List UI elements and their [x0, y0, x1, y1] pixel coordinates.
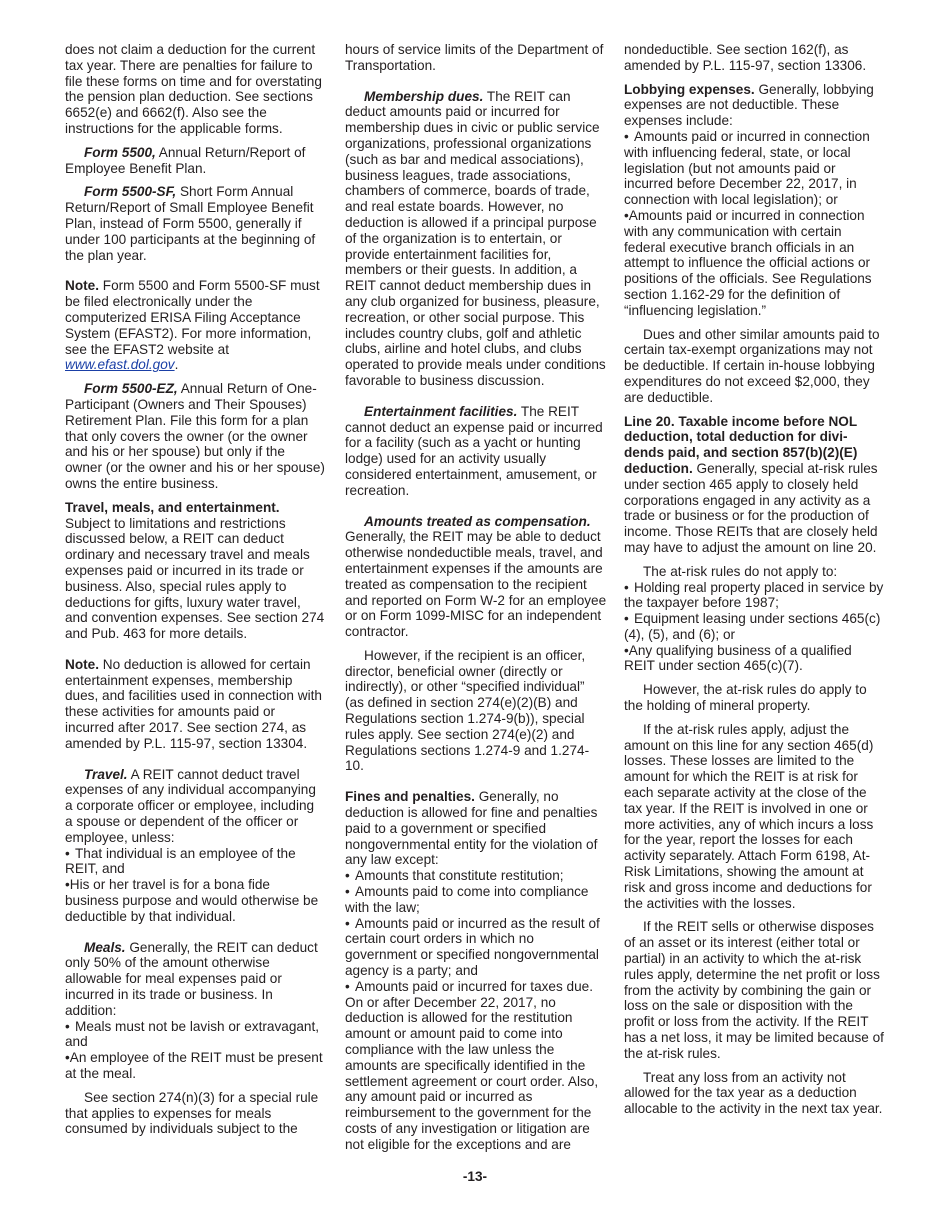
text: Annual Return/Report of Employee Benefit Plan. — [65, 144, 306, 176]
text: Equipment leasing under sections 465(c)(4), (5), and (6); or — [624, 611, 881, 642]
column-left — [65, 42, 325, 1145]
paragraph-compensation — [345, 514, 607, 640]
heading-membership-dues: Membership dues. — [364, 88, 484, 104]
bullet-item: •Amounts paid or incurred in connection with any communication with certain federal executive branch officials in an attempt to influence the official actions or positions of the officials. See Regulations section 1.162-29 for the definition of “influencing legislation.” — [624, 207, 872, 318]
text: . — [174, 357, 179, 373]
text: Amounts paid or incurred in connection with any communication with certain federal executive branch officials in an attempt to influence the official actions or positions of the officials. See Regulations section 1.162-29 for the definition of “influencing legislation.” — [624, 207, 872, 318]
paragraph: nondeductible. See section 162(f), as amended by P.L. 115-97, section 13306. — [624, 42, 867, 73]
paragraph: Treat any loss from an activity not allowed for the tax year as a deduction allocable to the activity in the next tax year. — [624, 1069, 883, 1117]
paragraph: If the at-risk rules apply, adjust the amount on this line for any section 465(d) losses. These losses are limited to the amount for which the REIT is at risk for each separate activity at the close of the tax year. If the REIT is involved in one or more activities, any of which incurs a loss for the year, report the losses for each activity separately. Attach Form 6198, At-Risk Limitations, showing the amount at risk and gross income and deductions for the activities with the losses. — [624, 721, 874, 911]
heading-entertainment-facilities: Entertainment facilities. — [364, 403, 518, 419]
paragraph: See section 274(n)(3) for a special rule that applies to expenses for meals consumed by individuals subject to the — [65, 1089, 319, 1137]
paragraph: However, if the recipient is an officer, director, beneficial owner (directly or indirectly), or other “specified individual” (as defined in section 274(e)(2)(B) and Regulations section 1.274-9(b)), special rules apply. See section 274(e)(2) and Regulations sections 1.274-9 and 1.274-10. — [345, 647, 590, 774]
text: Generally, lobbying expenses are not deductible. These expenses include: — [624, 81, 874, 129]
note-label: Note. — [65, 656, 99, 672]
paragraph-membership-dues — [345, 89, 607, 389]
heading-lobbying: Lobbying expenses. — [624, 81, 755, 97]
text: The REIT can deduct amounts paid or incurred for membership dues in civic or public service organizations, professional organizations (such as bar and medical associations), business leagues, trade associations, chambers of commerce, boards of trade, and real estate boards. However, no deduction is allowed if a principal purpose of the organization is to entertain, or provide entertainment facilities for, members or their guests. In addition, a REIT cannot deduct membership dues in any club organized for business, pleasure, recreation, or other social purpose. This includes country clubs, golf and athletic clubs, airline and hotel clubs, and clubs operated to provide meals under conditions favorable to business discussion. — [345, 88, 606, 388]
text: His or her travel is for a bona fide business purpose and would otherwise be deductible by that individual. — [65, 877, 319, 924]
bullet-item: • Meals must not be lavish or extravagant, and — [65, 1018, 320, 1050]
text: Generally, special at-risk rules under section 465 apply to closely held corporations engaged in any activity as a trade or business or for the production of income. Those REITs that are closely held may have to adjust the amount on line 20. — [624, 460, 878, 555]
bullet-item: • That individual is an employee of the REIT, and — [65, 845, 296, 877]
text: A REIT cannot deduct travel expenses of any individual accompanying a corporate officer or employee, including a spouse or dependent of the officer or employee, unless: — [65, 766, 316, 845]
paragraph: On or after December 22, 2017, no deduction is allowed for the restitution amount or amount paid to come into compliance with the law unless the amounts are specifically identified in the settlement agreement or court order. Also, any amount paid or incurred as reimbursement to the government for the costs of any investigation or litigation are not eligible for the exceptions and are — [345, 994, 599, 1152]
paragraph-form-5500-ez — [65, 381, 325, 492]
paragraph-form-5500 — [65, 145, 325, 177]
text: Amounts paid to come into compliance with the law; — [345, 884, 589, 915]
text: Amounts paid or incurred in connection with influencing federal, state, or local legislation (but not amounts paid or incurred before December 22, 2017, in connection with local legislation); or — [624, 128, 870, 208]
heading-travel-meals: Travel, meals, and entertainment. — [65, 499, 280, 515]
column-right — [624, 42, 886, 1125]
efast-link[interactable]: www.efast.dol.gov — [65, 357, 175, 373]
text: An employee of the REIT must be present at the meal. — [65, 1050, 323, 1082]
note-efast2 — [65, 278, 325, 373]
paragraph: does not claim a deduction for the current tax year. There are penalties for failure to file these forms on time and for overstating the pension plan deduction. See sections 6652(e) and 6662(f). Also see the instructions for the applicable forms. — [65, 42, 322, 136]
note-entertainment — [65, 657, 325, 752]
paragraph: Dues and other similar amounts paid to certain tax-exempt organizations may not be deductible. If certain in-house lobbying expenditures do not exceed $2,000, they are deductible. — [624, 326, 880, 405]
page-number: -13- — [462, 1169, 488, 1184]
heading-line-20: Line 20. Taxable income before NOL deduction, total deduction for divi-dends paid, and section 857(b)(2)(E) deduction. — [624, 413, 858, 476]
text: Any qualifying business of a qualified REIT under section 465(c)(7). — [624, 642, 852, 674]
text: Annual Return of One-Participant (Owners and Their Spouses) Retirement Plan. File this form for a plan that only covers the owner (or the owner and his or her spouse) but only if the owner (or the owner and his or her spouse) owns the entire business. — [65, 381, 325, 491]
bullet-item: • Equipment leasing under sections 465(c)(4), (5), and (6); or — [624, 611, 881, 642]
text: No deduction is allowed for certain entertainment expenses, membership dues, and facilities used in connection with these activities for amounts paid or incurred after 2017. See section 274, as amended by P.L. 115-97, section 13304. — [65, 656, 322, 751]
paragraph-line-20 — [624, 414, 886, 556]
heading-travel: Travel. — [84, 766, 128, 782]
paragraph: The at-risk rules do not apply to: — [643, 563, 838, 579]
bullet-item: • Amounts paid to come into compliance with the law; — [345, 884, 589, 915]
bullet-item: • Holding real property placed in service by the taxpayer before 1987; — [624, 579, 884, 611]
heading-form-5500-sf: Form 5500-SF, — [84, 184, 177, 200]
text: Short Form Annual Return/Report of Small Employee Benefit Plan, instead of Form 5500, generally if under 100 participants at the beginning of the plan year. — [65, 184, 316, 263]
heading-compensation: Amounts treated as compensation. — [364, 513, 591, 529]
note-label: Note. — [65, 278, 99, 294]
heading-meals: Meals. — [84, 939, 126, 955]
heading-fines-penalties: Fines and penalties. — [345, 789, 475, 805]
bullet-item: • Amounts that constitute restitution; — [345, 868, 564, 884]
text: Generally, the REIT may be able to deduct otherwise nondeductible meals, travel, and entertainment expenses if the amounts are treated as compensation to the recipient and reported on Form W-2 for an employee or on Form 1099-MISC for an independent contractor. — [345, 529, 607, 640]
bullet-item: •Any qualifying business of a qualified REIT under section 465(c)(7). — [624, 642, 852, 674]
bullet-item: •His or her travel is for a bona fide business purpose and would otherwise be deductible by that individual. — [65, 877, 319, 924]
text: Subject to limitations and restrictions discussed below, a REIT can deduct ordinary and necessary travel and meals expenses paid or incurred in its trade or business. Also, special rules apply to deductions for gifts, luxury water travel, and convention expenses. See section 274 and Pub. 463 for more details. — [65, 515, 325, 642]
text: Holding real property placed in service by the taxpayer before 1987; — [624, 579, 884, 611]
paragraph-lobbying — [624, 82, 886, 129]
paragraph-travel-meals — [65, 500, 325, 642]
paragraph-entertainment-facilities — [345, 404, 607, 499]
bullet-item: • Amounts paid or incurred for taxes due. — [345, 978, 594, 994]
bullet-item: •An employee of the REIT must be present at the meal. — [65, 1050, 323, 1082]
paragraph-meals — [65, 940, 325, 1019]
paragraph-form-5500-sf — [65, 184, 325, 263]
text: Amounts that constitute restitution; — [355, 868, 564, 884]
bullet-item: • Amounts paid or incurred as the result of certain court orders in which no government or specified nongovernmental agency is a party; and — [345, 915, 600, 979]
bullet-item: • Amounts paid or incurred in connection with influencing federal, state, or local legislation (but not amounts paid or incurred before December 22, 2017, in connection with local legislation); or — [624, 128, 870, 208]
text: That individual is an employee of the REIT, and — [65, 845, 296, 877]
column-middle — [345, 42, 607, 1161]
paragraph-fines-penalties — [345, 789, 607, 868]
paragraph: However, the at-risk rules do apply to the holding of mineral property. — [624, 682, 867, 714]
paragraph-travel — [65, 767, 325, 846]
text: Meals must not be lavish or extravagant, and — [65, 1018, 320, 1050]
paragraph: If the REIT sells or otherwise disposes of an asset or its interest (either total or partial) in an activity to which the at-risk rules apply, determine the net profit or loss from the activity by combining the gain or loss on the sale or disposition with the profit or loss from the activity. If the REIT has a net loss, it may be limited because of the at-risk rules. — [624, 919, 884, 1061]
text: Form 5500 and Form 5500-SF must be filed electronically under the computerized ERISA Filing Acceptance System (EFAST2). For more information, see the EFAST2 website at — [65, 278, 320, 357]
text: Generally, the REIT can deduct only 50% of the amount otherwise allowable for meal expenses paid or incurred in its trade or business. In addition: — [65, 939, 318, 1018]
paragraph: hours of service limits of the Department of Transportation. — [345, 42, 604, 73]
text: Amounts paid or incurred as the result of certain court orders in which no government or specified nongovernmental agency is a party; and — [345, 915, 600, 979]
heading-form-5500-ez: Form 5500-EZ, — [84, 381, 178, 397]
text: Amounts paid or incurred for taxes due. — [355, 978, 594, 994]
text: The REIT cannot deduct an expense paid or incurred for a facility (such as a yacht or hunting lodge) used for an activity usually considered entertainment, amusement, or recreation. — [345, 403, 603, 498]
text: Generally, no deduction is allowed for fine and penalties paid to a government or specified nongovernmental entity for the violation of any law except: — [345, 789, 598, 868]
heading-form-5500: Form 5500, — [84, 144, 156, 160]
